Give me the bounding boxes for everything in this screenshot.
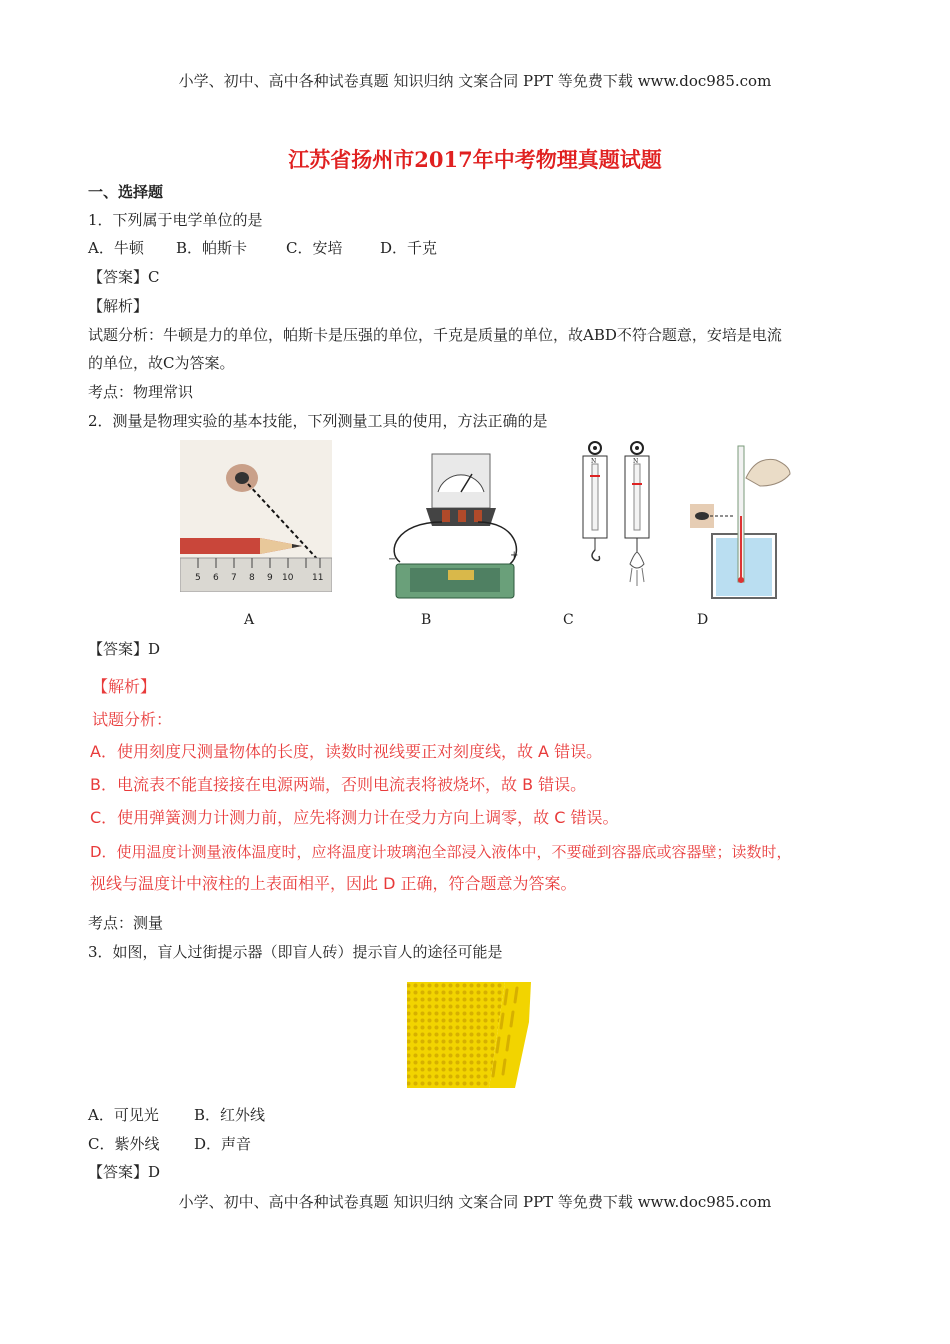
- figure-label-d: D: [697, 612, 709, 628]
- svg-text:N: N: [633, 458, 639, 465]
- q1-analysis-line-2: 的单位，故C为答案。: [88, 354, 235, 372]
- ruler-tick: 6: [213, 573, 219, 583]
- figure-tactile-paving: [405, 982, 533, 1088]
- q2-stem: 2．测量是物理实验的基本技能，下列测量工具的使用，方法正确的是: [88, 412, 548, 430]
- figure-a-ruler: [180, 440, 332, 592]
- q1-option-d: D．千克: [380, 239, 438, 257]
- figure-label-c: C: [563, 612, 574, 628]
- q2-analysis-line-d2: 视线与温度计中液柱的上表面相平，因此 D 正确，符合题意为答案。: [90, 874, 577, 893]
- ruler-tick: 11: [312, 573, 324, 583]
- q1-options: [88, 237, 437, 259]
- q2-analysis-line-d: D．使用温度计测量液体温度时，应将温度计玻璃泡全部浸入液体中，不要碰到容器底或容器壁；读数时，: [90, 843, 792, 861]
- q2-analysis-line-a: A．使用刻度尺测量物体的长度，读数时视线要正对刻度线，故 A 错误。: [90, 742, 603, 761]
- figure-label-b: B: [421, 612, 432, 628]
- ruler-tick: 8: [249, 573, 255, 583]
- ruler-tick: 7: [231, 573, 237, 583]
- ruler-tick: 10: [282, 573, 294, 583]
- svg-text:−: −: [388, 554, 397, 565]
- section-heading: 一、选择题: [88, 183, 164, 201]
- q2-analysis-line-b: B．电流表不能直接接在电源两端，否则电流表将被烧坏，故 B 错误。: [90, 775, 587, 794]
- figure-b-ammeter: [386, 452, 524, 602]
- q3-answer: 【答案】D: [88, 1163, 161, 1181]
- q3-stem: 3．如图，盲人过街提示器（即盲人砖）提示盲人的途径可能是: [88, 943, 503, 961]
- q1-option-b: B．帕斯卡: [176, 239, 248, 257]
- q3-options-row-1: [88, 1104, 265, 1126]
- q3-option-b: B．红外线: [194, 1106, 266, 1124]
- q2-analysis-head: 试题分析：: [92, 710, 173, 729]
- figure-c-spring-scales: [578, 440, 660, 600]
- q1-analysis-line-1: 试题分析：牛顿是力的单位，帕斯卡是压强的单位，千克是质量的单位，故ABD不符合题意，安培是电流: [88, 326, 782, 344]
- q1-option-c: C．安培: [286, 239, 343, 257]
- ruler-tick: 5: [195, 573, 201, 583]
- page-title: 江苏省扬州市2017年中考物理真题试题: [288, 147, 662, 172]
- q2-analysis-line-c: C．使用弹簧测力计测力前，应先将测力计在受力方向上调零，故 C 错误。: [90, 808, 619, 827]
- q3-option-c: C．紫外线: [88, 1135, 160, 1153]
- q1-answer: 【答案】C: [88, 268, 160, 286]
- q2-kaodian: 考点：测量: [88, 914, 164, 932]
- eye-icon: [695, 512, 709, 520]
- q3-option-d: D．声音: [194, 1135, 252, 1153]
- svg-text:+: +: [510, 550, 519, 561]
- q1-kaodian: 考点：物理常识: [88, 383, 194, 401]
- q2-answer: 【答案】D: [88, 640, 161, 658]
- q1-option-a: A．牛顿: [88, 239, 144, 257]
- svg-text:N: N: [591, 458, 597, 465]
- figure-label-a: A: [244, 612, 255, 628]
- page-footer: 小学、初中、高中各种试卷真题 知识归纳 文案合同 PPT 等免费下载 www.doc985.com: [178, 1193, 772, 1211]
- hand: [746, 459, 790, 486]
- q3-option-a: A．可见光: [88, 1106, 159, 1124]
- q3-options-row-2: [88, 1133, 251, 1155]
- q1-analysis-label: 【解析】: [88, 297, 149, 315]
- q2-analysis-label: 【解析】: [92, 677, 157, 696]
- page-header: 小学、初中、高中各种试卷真题 知识归纳 文案合同 PPT 等免费下载 www.doc985.com: [178, 72, 772, 90]
- q1-stem: 1．下列属于电学单位的是: [88, 211, 263, 229]
- figure-d-thermometer: [690, 442, 794, 602]
- ruler-tick: 9: [267, 573, 273, 583]
